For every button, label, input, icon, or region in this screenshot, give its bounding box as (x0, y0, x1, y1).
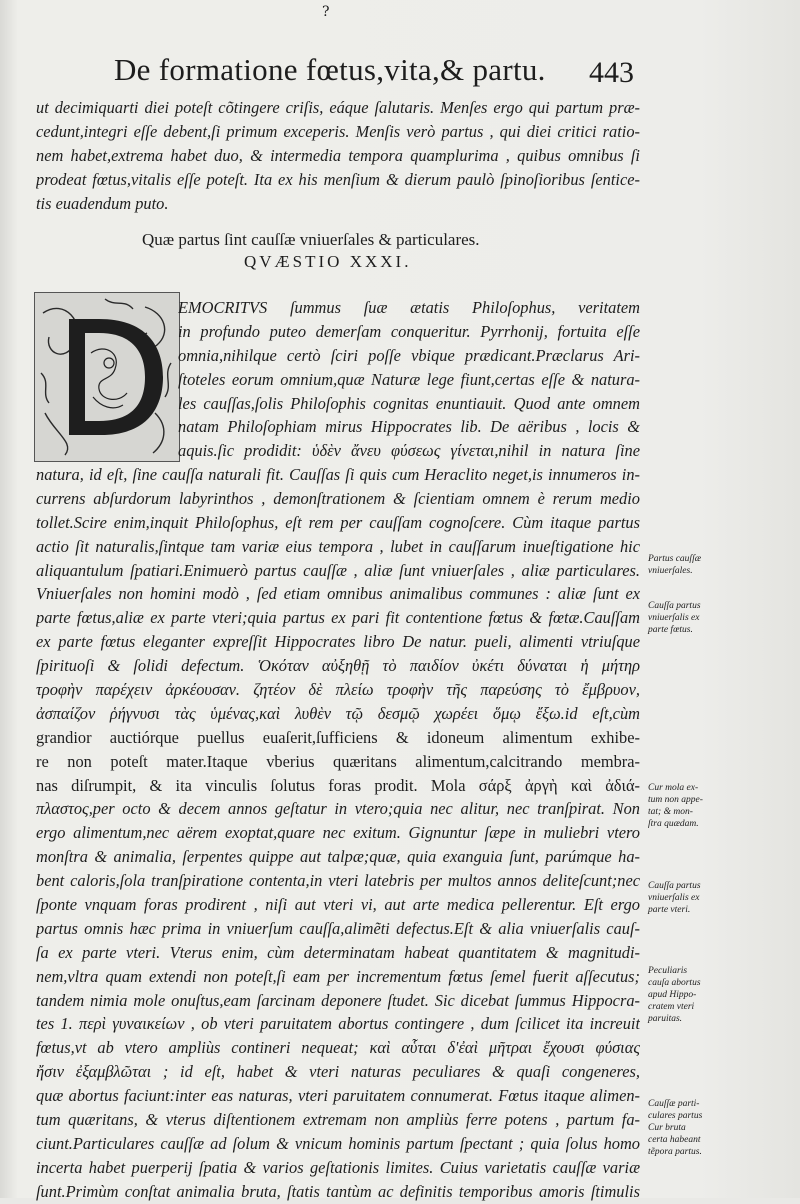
text-line: grandior auctiórque puellus euaſerit,ſufficiens & idoneum alimentum exhibe- (36, 727, 640, 747)
text-line: EMOCRITVS ſummus ſuæ ætatis Philoſophus, veritatem (178, 298, 640, 317)
text-line: nem,vltra quam extendi non poteſt,ſi eam per incrementum fœtus ſemel fuerit aſſecutus; (36, 966, 640, 986)
margin-note-line: Cur bruta (648, 1123, 686, 1133)
margin-note-line: tat; & mon- (648, 807, 693, 817)
text-line: partus omnis hæc prima in vniuerſum cauſſa,alimẽti defectus.Eſt & alia vniuerſalis cauſ- (36, 918, 640, 938)
margin-note (648, 600, 714, 636)
margin-note-line: cratem vteri (648, 1002, 695, 1012)
text-line: πλαστος,per octo & decem annos geſtatur in vtero;quia nec alitur, nec tranſpirat. Non (36, 799, 640, 819)
text-line: actio ſit naturalis,ſintque tam variæ eius tempora , lubet in cauſſarum inueſtigatione hic (36, 536, 640, 556)
text-line: ut decimiquarti diei poteſt cõtingere criſis, eáque ſalutaris. Menſes ergo qui partum præ- (36, 98, 640, 117)
margin-note-line: apud Hippo- (648, 990, 697, 1000)
page-mark: ? (322, 4, 330, 20)
margin-note-line: Cauſſa partus (648, 601, 701, 611)
text-line: prodeat fœtus,vitalis eſſe poteſt. Ita ex his menſium & dierum paulò ſpinoſioribus ſentice- (36, 169, 640, 189)
text-line: nas diſrumpit, & ita vinculis ſolutus foras prodit. Mola σάρξ ἀργὴ καὶ ἀδιά- (36, 775, 640, 795)
text-line: τροφὴν παρέχειν ἀρκέουσαν. ζητέον δὲ πλείω τροφὴν τῆς παρεύσης τὸ ἔμβρυον, (36, 680, 640, 700)
text-line: ex parte fœtus eleganter expreſſit Hippocrates libro De natur. pueli, alimenti vtriuſque (36, 632, 640, 652)
main-body-text (36, 463, 640, 1204)
margin-note-line: vniuerſalis ex (648, 893, 700, 903)
question-title: Quæ partus ſint cauſſæ vniuerſales & particulares. (142, 230, 480, 249)
text-line: tum quæritans, & vterus diſtentionem extremam non ampliùs ferre potens , partum fa- (36, 1110, 640, 1130)
margin-note (648, 965, 714, 1025)
margin-note-line: certa habeant (648, 1135, 701, 1145)
running-header (114, 52, 634, 92)
header-title: De formatione fœtus,vita,& partu. (114, 52, 546, 87)
text-line: currens abſurdorum labyrinthos , demonſtrationem & ſcientiam omnem è rerum medio (36, 488, 640, 508)
ornamental-initial-d (34, 292, 180, 462)
margin-note-line: ſtra quædam. (648, 819, 699, 829)
text-line: ἀσπαίζον ῥήγνυσι τὰς ὑμένας,καὶ λυθὲν τῷ δεσμῷ χωρέει ὅμῳ ἔξω.id eſt,cùm (36, 703, 640, 723)
text-line: les cauſſas,ſolis Philoſophis cognitas enuntiauit. Quod ante omnem (178, 393, 640, 413)
text-line: natam Philoſophiam mirus Hippocrates lib. De aëribus , locis & (178, 417, 640, 437)
margin-note-line: paruitas. (648, 1014, 683, 1024)
text-line: ſtoteles eorum omnium,quæ Naturæ lege fiunt,certas eſſe & natura- (178, 369, 640, 389)
text-line: ſpirituoſi & ſolidi defectum. Ὁκόταν αὐξηθῇ τὸ παιδίον ὐκέτι δύναται ἡ μήτηρ (36, 656, 640, 676)
margin-note-line: Cur mola ex- (648, 783, 699, 793)
text-line: incerta habet puerperij ſpatia & varios geſtationis limites. Cuius varietatis cauſſæ variæ (36, 1157, 640, 1177)
margin-note-line: vniuerſalis ex (648, 613, 700, 623)
text-line: aliquantulum ſpatiari.Enimuerò partus cauſſæ , aliæ ſunt vniuerſales , aliæ particulares. (36, 560, 640, 580)
text-line: nem habet,extrema habet duo, & intermedia tempora quamplurima , quibus omnibus ſi (36, 145, 640, 165)
text-line: ſponte vnquam foras prodirent , niſi aut vteri vi, aut arte medica pellerentur. Eſt ergo (36, 895, 640, 915)
text-line: ciunt.Particulares cauſſæ ad ſolum & vnicum hominis partum ſpectant ; quia ſolus homo (36, 1133, 640, 1153)
text-line: cedunt,integri eſſe debent,ſi primum exceperis. Menſis verò partus , qui diei critici ratio- (36, 121, 640, 141)
text-line: in profundo puteo demerſam conqueritur. Pyrrhonij, fortuita eſſe (178, 321, 640, 341)
margin-note-line: parte vteri. (648, 905, 691, 915)
margin-note-line: culares partus (648, 1111, 703, 1121)
margin-note-line: tẽpora partus. (648, 1147, 702, 1157)
text-line: fœtus,vt ab vtero ampliùs contineri nequeat; καὶ αὗται δ'ἐαὶ μῆτραι ἔχουσι φύσιας (36, 1038, 640, 1058)
page-number: 443 (589, 56, 634, 89)
text-line: tes 1. περὶ γυναικείων , ob vteri paruitatem abortus contingere , dum ſcilicet ita increuit (36, 1014, 640, 1034)
margin-note-line: parte fœtus. (648, 625, 693, 635)
text-line: Vniuerſales non homini modò , ſed etiam omnibus animalibus communes : aliæ ſunt ex (36, 584, 640, 604)
text-line: natura, id eſt, ſine cauſſa naturali fit. Cauſſas ſi quis cum Heraclito neget,is innumeros in- (36, 465, 640, 484)
text-line: ergo alimentum,nec aërem exoptat,quare nec exitum. Gignuntur ſæpe in muliebri vtero (36, 823, 640, 843)
margin-note (648, 880, 714, 916)
text-line: parte fœtus,aliæ ex parte vteri;quia partus ex pari fit contentione fœtus & fœtæ.Cauſſam (36, 608, 640, 628)
margin-note-line: tum non appe- (648, 795, 703, 805)
margin-note-line: Partus cauſſæ (648, 554, 702, 564)
question-number: QVÆSTIO XXXI. (244, 252, 412, 271)
margin-note-line: vniuerſales. (648, 566, 693, 576)
text-line: re non poteſt mater.Itaque vberius quæritans alimentum,calcitrando membra- (36, 751, 640, 771)
margin-note (648, 553, 714, 577)
text-line: aquis.ſic prodidit: ὑδὲν ἄνευ φύσεως γίνεται,nihil in natura ſine (178, 441, 640, 461)
top-paragraph (36, 96, 640, 215)
initial-paragraph (178, 296, 640, 463)
ornamental-drop-cap-icon (35, 293, 179, 461)
text-line: tis euadendum puto. (36, 193, 169, 213)
text-line: omnia,nihilque certò ſciri poſſe vbique prædicant.Præclarus Ari- (178, 345, 640, 365)
margin-note-line: Cauſſæ parti- (648, 1099, 700, 1109)
text-line: ἤσιν ἐξαμβλῶται ; id eſt, habet & vteri naturas peculiares & quaſi congeneres, (36, 1062, 640, 1082)
text-line: tandem nimia mole onuſtus,eam ſarcinam deponere ſtudet. Sic dicebat ſummus Hippocra- (36, 990, 640, 1010)
margin-note-line: cauſa abortus (648, 978, 701, 988)
text-line: tollet.Scire enim,inquit Philoſophus, eſt rem per cauſſam cognoſcere. Cùm itaque partus (36, 512, 640, 532)
margin-note-line: Peculiaris (648, 966, 688, 976)
margin-note-line: Cauſſa partus (648, 881, 701, 891)
text-line: monſtra & animalia, ſerpentes quippe aut talpæ;quæ, quia exanguia ſunt, parúmque ha- (36, 847, 640, 867)
margin-note (648, 1098, 714, 1158)
margin-note (648, 782, 714, 830)
text-line: ſa ex parte vteri. Vterus enim, cùm determinatam habeat quantitatem & magnitudi- (36, 942, 640, 962)
text-line: bent caloris,ſola tranſpiratione contenta,in vteri latebris per multos annos deliteſcunt;nec (36, 871, 640, 891)
text-line: quæ abortus faciunt:inter eas naturas, vteri paruitatem connumerat. Fœtus itaque alimen- (36, 1086, 640, 1106)
text-line: ſunt.Primùm conſtat animalia bruta, ſtatis tantùm ac definitis temporibus amoris ſtimulis (36, 1181, 640, 1201)
